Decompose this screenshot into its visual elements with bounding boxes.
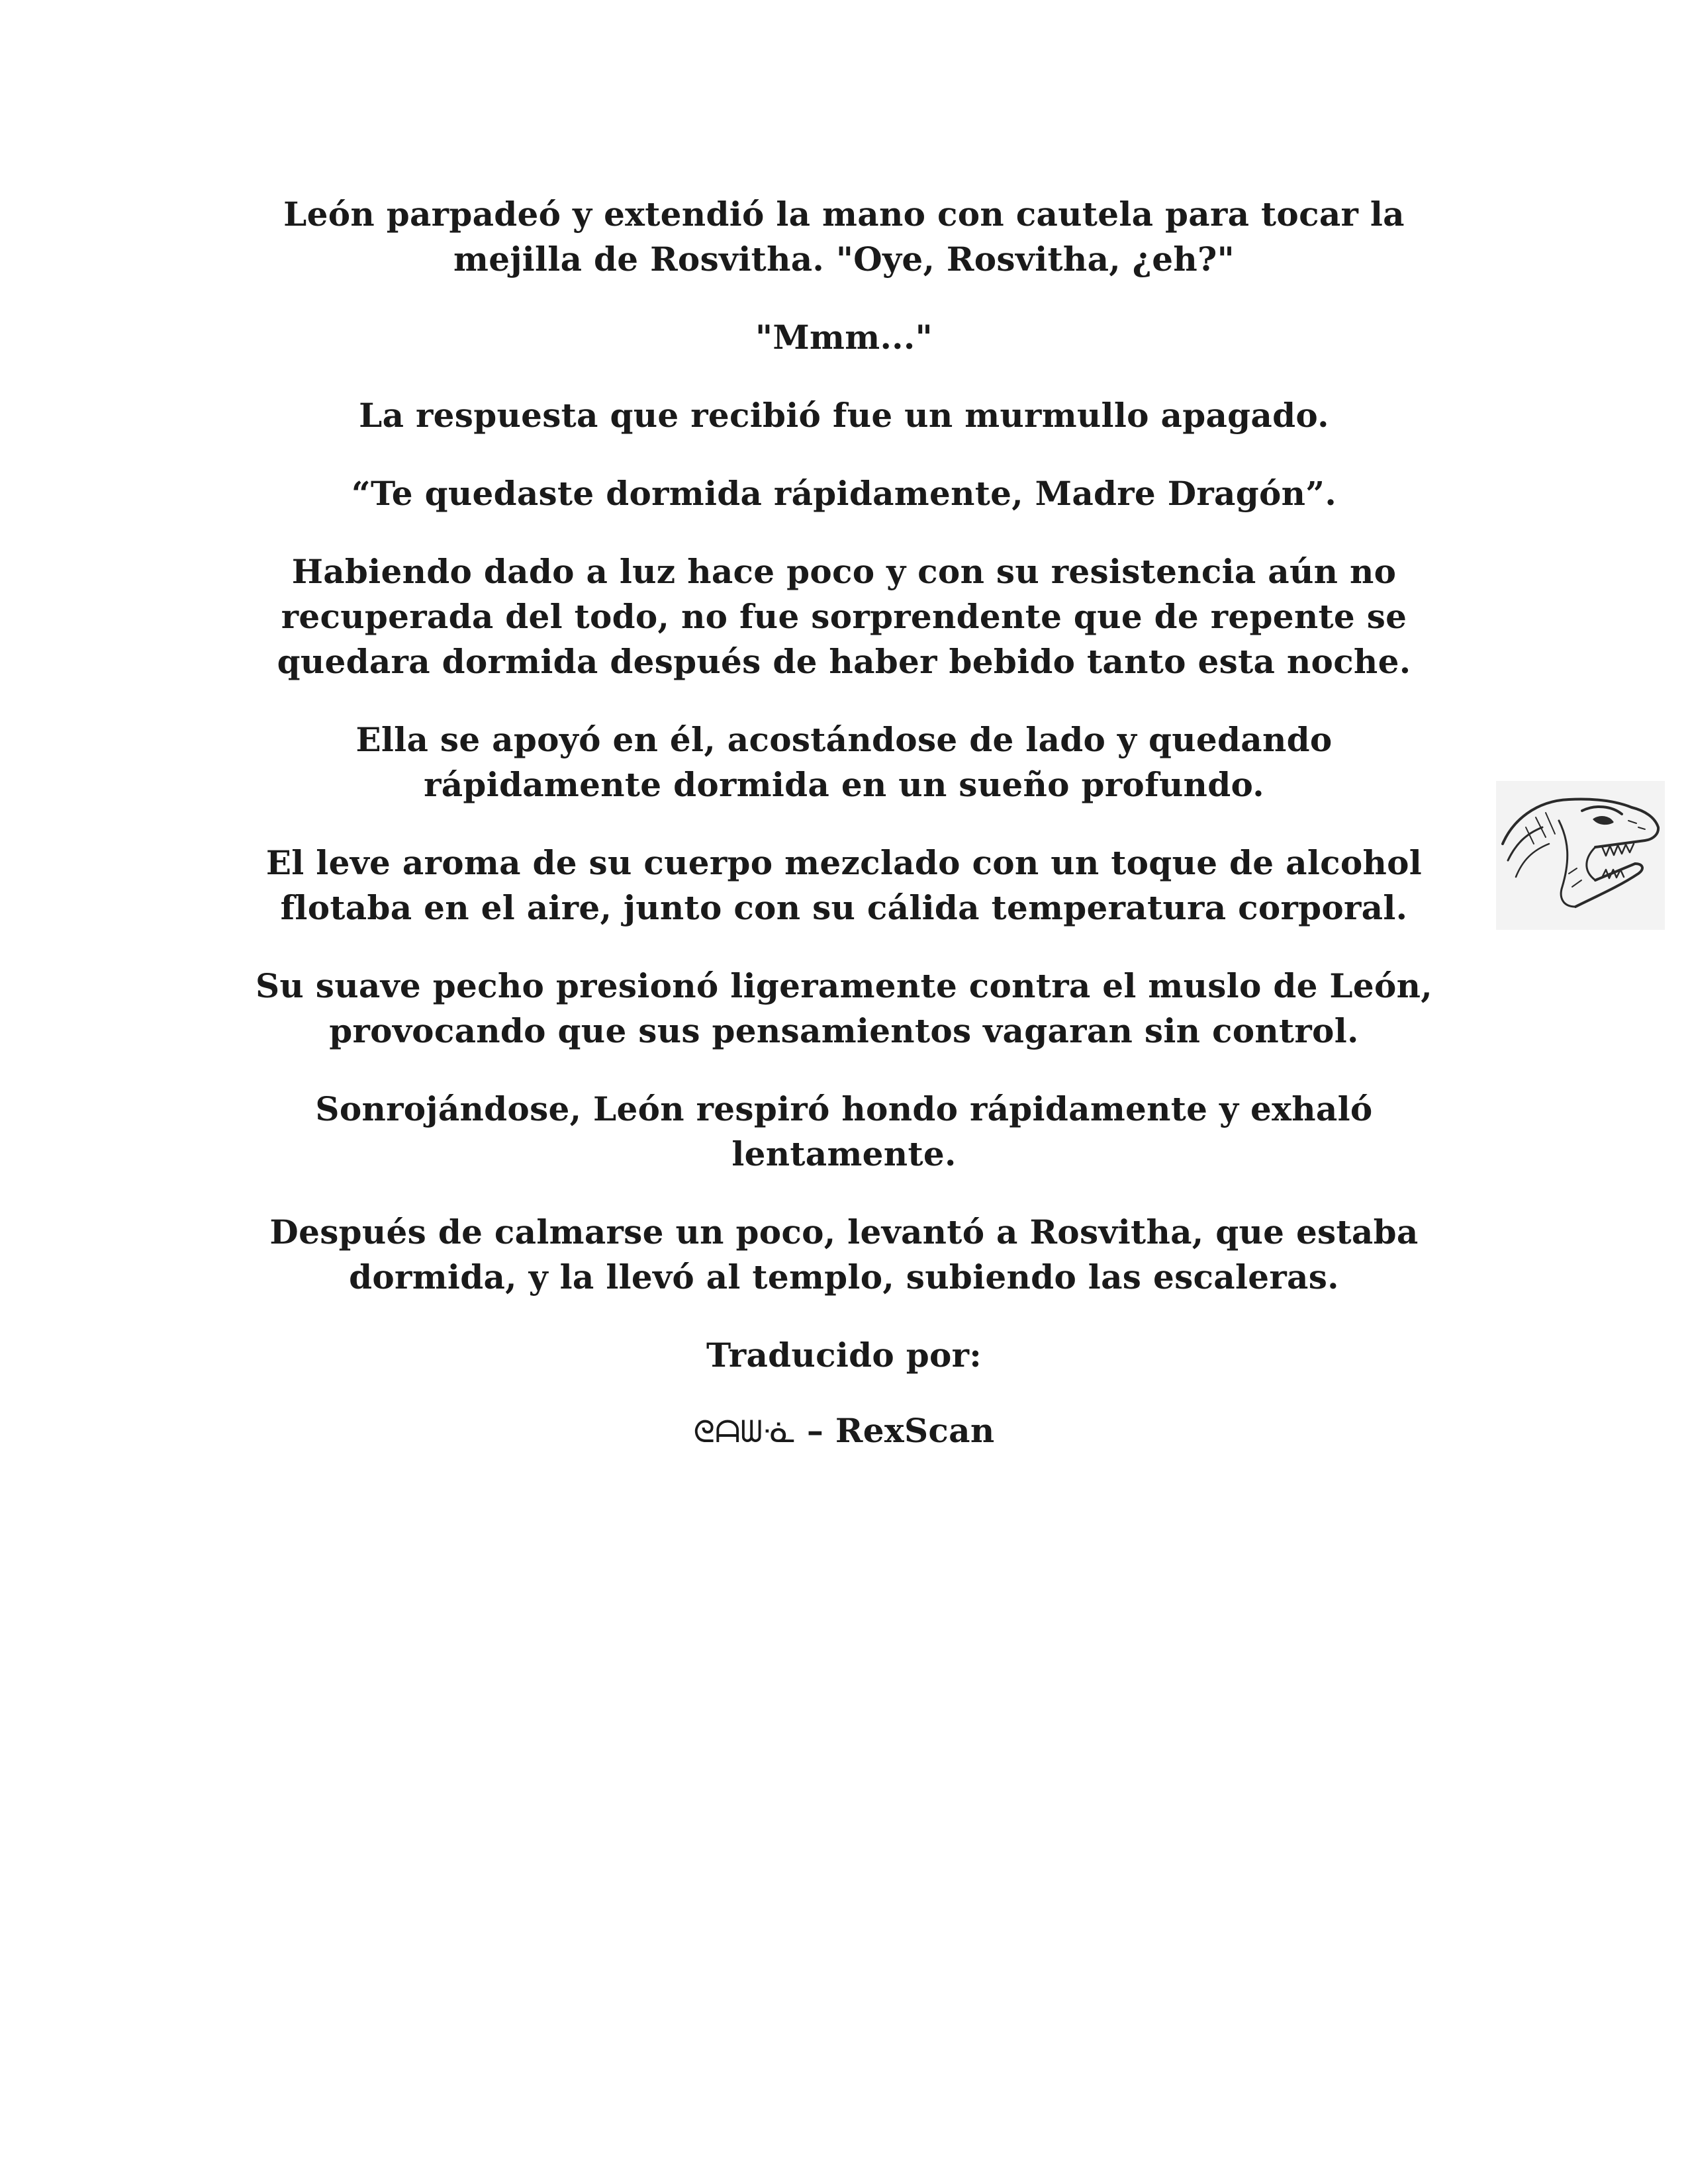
text-column	[199, 192, 1489, 1454]
credits-line	[199, 1408, 1489, 1454]
dinosaur-head-sketch-icon	[1496, 781, 1665, 930]
paragraph-1: León parpadeó y extendió la mano con cautela para tocar la mejilla de Rosvitha. "Oye, Rosvitha, ¿eh?"	[283, 195, 1405, 279]
paragraph-3: La respuesta que recibió fue un murmullo apagado.	[359, 396, 1329, 435]
paragraph-6: Ella se apoyó en él, acostándose de lado y quedando rápidamente dormida en un sueño profundo.	[355, 720, 1333, 804]
credits-separator: –	[795, 1411, 835, 1450]
paragraph-5: Habiendo dado a luz hace poco y con su resistencia aún no recuperada del todo, no fue sorprendente que de repente se quedara dormida después de haber bebido tanto esta noche.	[277, 552, 1411, 681]
credits-label: Traducido por:	[706, 1336, 982, 1375]
paragraph-9: Sonrojándose, León respiró hondo rápidamente y exhaló lentamente.	[315, 1089, 1373, 1173]
translator-name: ᘓᗩᗯᓍ	[693, 1414, 796, 1449]
scan-group-name: RexScan	[835, 1411, 995, 1450]
paragraph-2: "Mmm..."	[755, 318, 933, 357]
paragraph-4: “Te quedaste dormida rápidamente, Madre Dragón”.	[351, 474, 1337, 513]
paragraph-7: El leve aroma de su cuerpo mezclado con un toque de alcohol flotaba en el aire, junto con su cálida temperatura corporal.	[265, 843, 1423, 927]
paragraph-8: Su suave pecho presionó ligeramente contra el muslo de León, provocando que sus pensamientos vagaran sin control.	[256, 966, 1432, 1050]
paragraph-10: Después de calmarse un poco, levantó a Rosvitha, que estaba dormida, y la llevó al templo, subiendo las escaleras.	[269, 1212, 1419, 1297]
